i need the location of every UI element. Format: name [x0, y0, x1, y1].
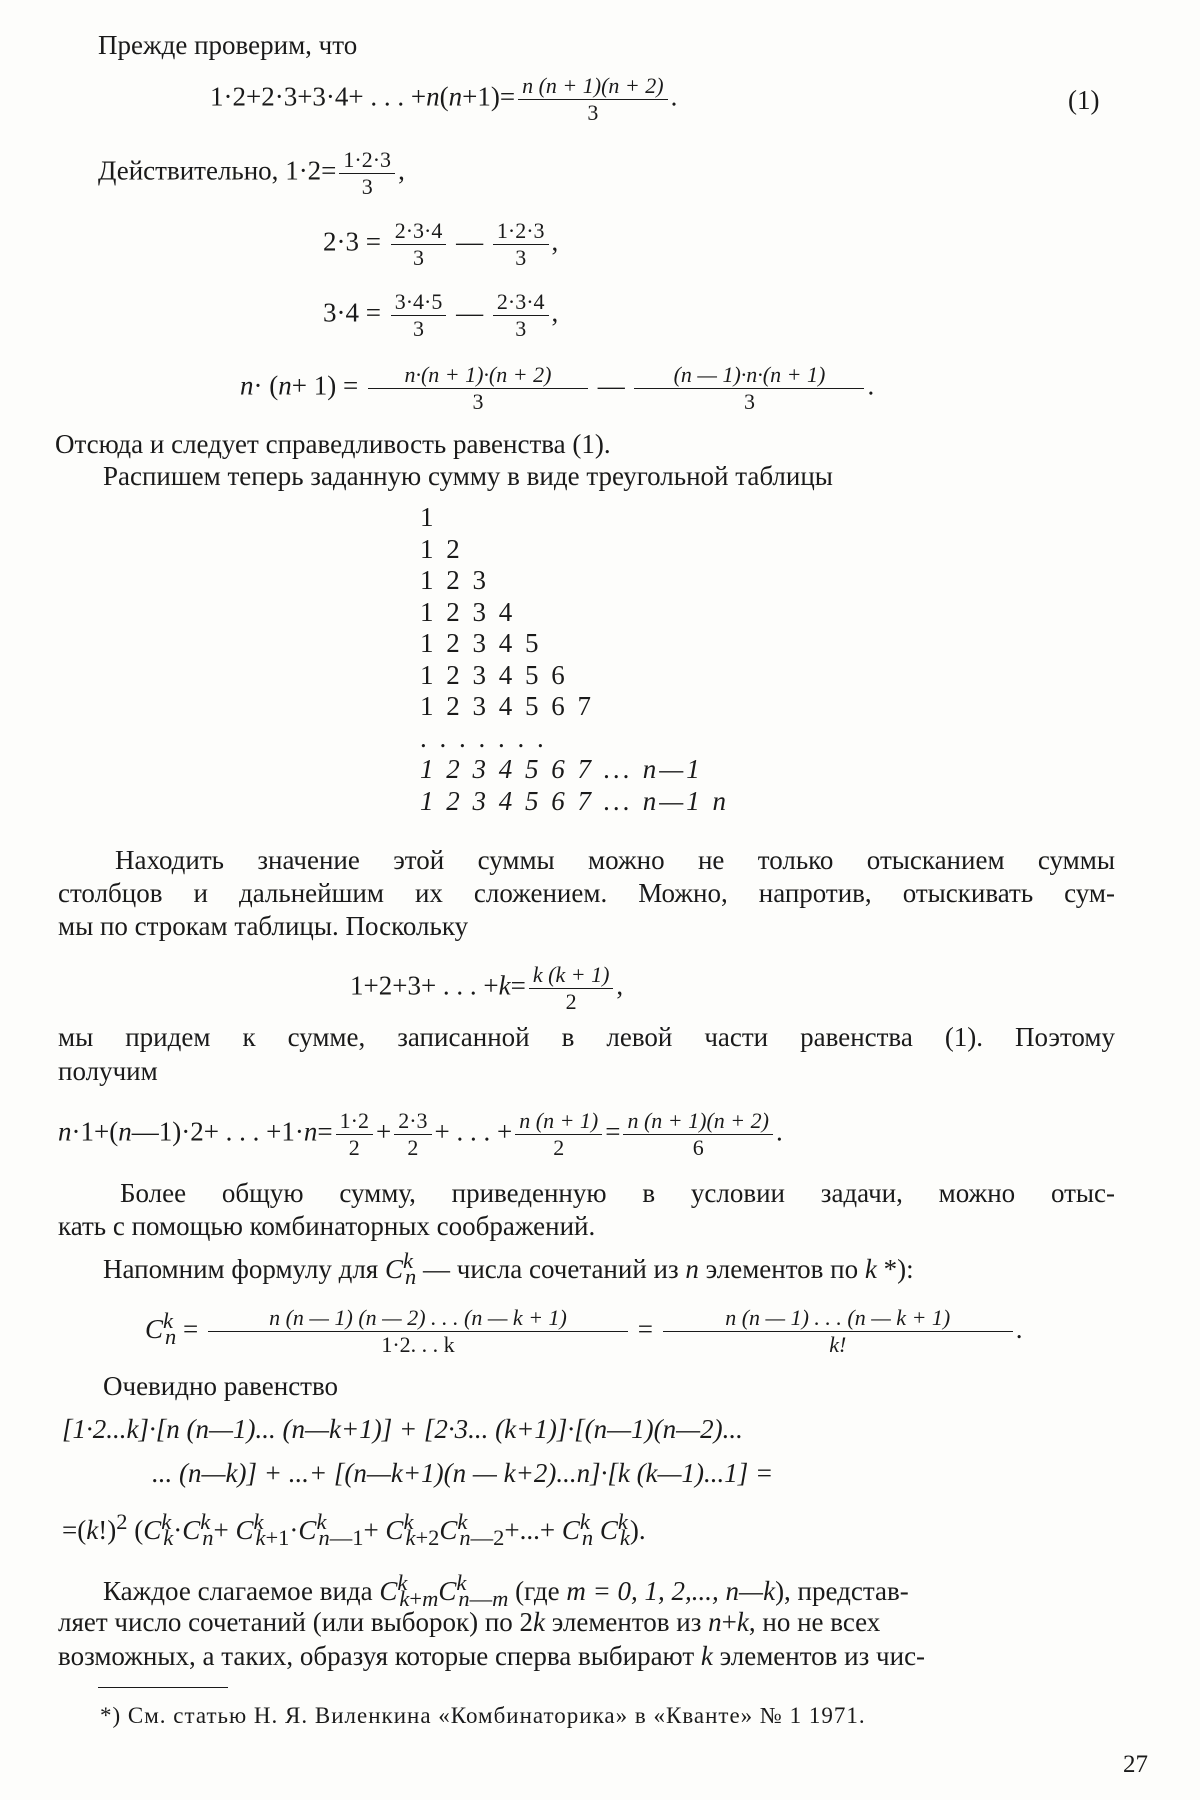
conclusion-line: Отсюда и следует справедливость равенства (1).: [55, 429, 611, 459]
table-row: 1 2: [420, 533, 463, 564]
intro-line: Прежде проверим, что: [98, 30, 358, 60]
paragraph-1-line: мы по строкам таблицы. Поскольку: [58, 911, 469, 941]
table-intro-line: Распишем теперь заданную сумму в виде треугольной таблицы: [103, 461, 833, 491]
paragraph-6-line: возможных, а таких, образуя которые сперва выбирают k элементов из чис-: [58, 1641, 926, 1671]
equation-1-label: (1): [1068, 85, 1100, 115]
page-number: 27: [1123, 1751, 1148, 1778]
verify-row-2: 2·3 = $\frac{2\cdot 3\cdot 4}{3}$ — $\frac{1\cdot 2\cdot 3}{3}$ ,: [323, 218, 559, 270]
equation-1: 1·2+2·3+3·4+ . . . +n(n+1)= $\frac{n (n + 1)(n + 2)}{3}$ .: [210, 73, 678, 125]
identity-line-2: ... (n—k)] + ...+ [(n—k+1)(n — k+2)...n]·[k (k—1)...1] =: [152, 1458, 774, 1488]
footnote-rule: [98, 1687, 228, 1688]
recall-line: Напомним формулу для $C^k_n$ — числа сочетаний из n элементов по k *):: [103, 1248, 914, 1290]
table-row: 1 2 3 4: [420, 596, 516, 627]
paragraph-6-line: Каждое слагаемое вида $C^k_{k+m}C^k_{n—m}$ (где m = 0, 1, 2,..., n—k), представ-: [103, 1570, 909, 1612]
table-row: 1 2 3 4 5 6: [420, 659, 568, 690]
verify-row-3: 3·4 = $\frac{3\cdot 4\cdot 5}{3}$ — $\frac{2\cdot 3\cdot 4}{3}$ ,: [323, 289, 559, 341]
footnote: *) См. статью Н. Я. Виленкина «Комбинаторика» в «Кванте» № 1 1971.: [100, 1703, 866, 1728]
paragraph-1-line: Находить значение этой суммы можно не только отысканием суммы: [115, 845, 1115, 875]
table-row: 1 2 3 4 5 6 7: [420, 691, 594, 721]
table-row: 1 2 3 4 5 6 7 ... n—1 n: [420, 785, 730, 816]
sum-k-equation: 1+2+3+ . . . +k= $\frac{k (k + 1)}{2}$ ,: [350, 962, 624, 1014]
triangular-table: [420, 502, 729, 817]
identity-line-1: [1·2...k]·[n (n—1)... (n—k+1)] + [2·3... (k+1)]·[(n—1)(n—2)...: [62, 1414, 743, 1444]
paragraph-6-line: ляет число сочетаний (или выборок) по 2k элементов из n+k, но не всех: [58, 1607, 881, 1637]
paragraph-2-line: мы придем к сумме, записанной в левой части равенства (1). Поэтому: [58, 1022, 1115, 1052]
identity-line-3: $=(k!)^2$ ($C^k_k\cdot C^k_n+ C^k_{k+1}\cdot C^k_{n—1}+ C^k_{k+2}C^k_{n—2}+...+ C^k_n$ $C^k_k$).: [62, 1509, 646, 1551]
table-row: 1 2 3: [420, 565, 489, 595]
paragraph-3-line: Более общую сумму, приведенную в условии задачи, можно отыс-: [120, 1178, 1115, 1208]
table-row: . . . . . . .: [420, 722, 547, 753]
big-sum-equation: n·1+(n—1)·2+ . . . +1·n= $\frac{1\cdot 2}{2}$ + $\frac{2\cdot 3}{2}$ + . . . + $\frac{n (n + 1)}{2}$ = $\frac{n (n + 1)(n + 2)}{6}$ .: [58, 1108, 783, 1160]
paragraph-2-line: получим: [58, 1056, 158, 1086]
verify-row-n: n· (n+ 1) = $\frac{n\cdot(n + 1)\cdot(n + 2)}{3}$ — $\frac{(n — 1)\cdot n\cdot(n + 1)}{3}$ .: [240, 362, 875, 414]
obvious-line: Очевидно равенство: [103, 1371, 339, 1401]
paragraph-3-line: кать с помощью комбинаторных соображений.: [58, 1211, 596, 1241]
table-row: 1 2 3 4 5: [420, 628, 542, 658]
combination-formula: $C^k_n$ = $\frac{n (n — 1) (n — 2) . . . (n — k + 1)}{1\cdot 2. . . k}$ = $\frac{n (n — 1) . . . (n — k + 1)}{k!}$ .: [145, 1305, 1023, 1358]
verify-line: Действительно, 1·2= $\frac{1\cdot 2\cdot 3}{3}$ ,: [98, 147, 405, 199]
paragraph-1-line: столбцов и дальнейшим их сложением. Можно, напротив, отыскивать сум-: [58, 878, 1115, 908]
table-row: 1 2 3 4 5 6 7 ... n—1: [420, 754, 703, 784]
table-row: 1: [420, 502, 437, 532]
